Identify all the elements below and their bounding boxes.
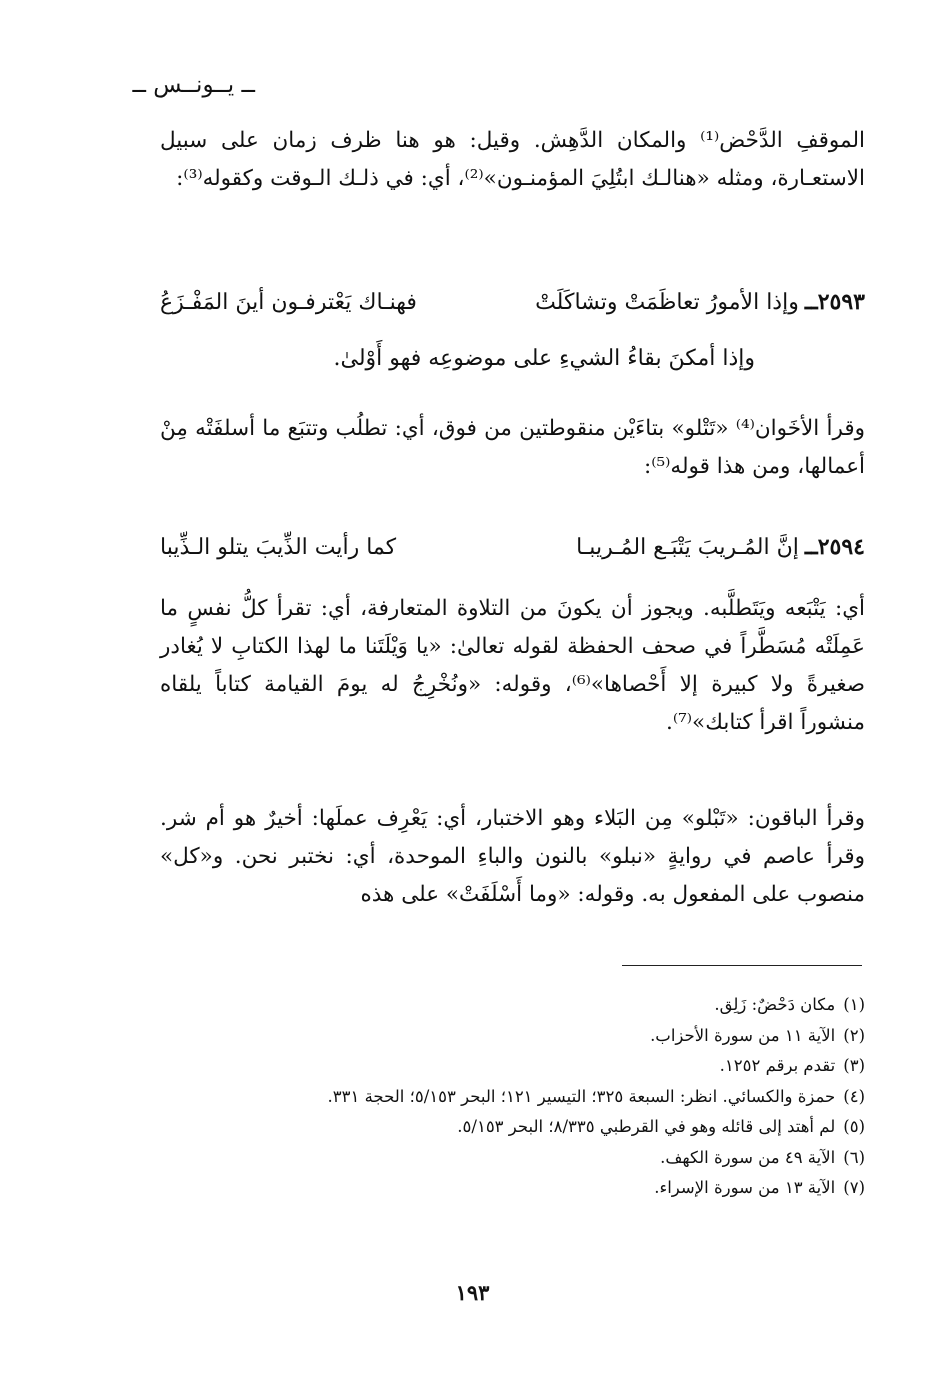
verse-2594 bbox=[160, 527, 865, 568]
line-after-verse: وإذا أمكنَ بقاءُ الشيءِ على موضوعِه فهو أَوْلىٰ. bbox=[333, 346, 755, 371]
verse-number: ٢٥٩٣ــ bbox=[804, 289, 865, 315]
paragraph-3: أي: يَتْبَعه ويَتَطلَّبه. ويجوز أن يكونَ من التلاوة المتعارفة، أي: تقرأ كلُّ نفسٍ ما عَمِلَتْه مُسَطَّراً في صحف الحفظة لقوله تعالىٰ: «يا وَيْلَتَنا ما لهذا الكتابِ لا يُغادر صغيرةً ولا كبيرة إلا أَحْصاها»⁽⁶⁾، وقوله: «ونُخْرِجُ له يومَ القيامة كتاباً يلقاه منشوراً اقرأ كتابك»⁽⁷⁾. bbox=[160, 596, 865, 735]
footnote-3: (٣)تقدم برقم ١٢٥٢. bbox=[719, 1056, 865, 1075]
footnote-7: (٧)الآية ١٣ من سورة الإسراء. bbox=[654, 1178, 865, 1197]
verse-2593-line-1 bbox=[160, 282, 865, 323]
verse-number: ٢٥٩٤ــ bbox=[804, 534, 865, 560]
verse-2594-line bbox=[160, 527, 865, 568]
footnote-5: (٥)لم أهتد إلى قائله وهو في القرطبي ٨/٣٣٥؛ البحر ٥/١٥٣. bbox=[457, 1117, 865, 1136]
paragraph-1: الموقفِ الدَّحْض⁽¹⁾ والمكان الدَّهِش. وقيل: هو هنا ظرف زمان على سبيل الاستعـارة، ومثله «هنالـك ابتُلِيَ المؤمنـون»⁽²⁾، أي: في ذلـك الـوقت وكقوله⁽³⁾: bbox=[160, 128, 865, 191]
footnote-6: (٦)الآية ٤٩ من سورة الكهف. bbox=[660, 1147, 865, 1167]
verse-hemistich-2: كما رأيت الذِّيبَ يتلو الـذِّيبا bbox=[160, 535, 397, 560]
footnote-separator bbox=[622, 965, 862, 966]
paragraph-4: وقرأ الباقون: «تَبْلو» مِن البَلاء وهو الاختبار، أي: يَعْرِف عملَها: أخيرٌ هو أم شر. وقرأ عاصم في روايةٍ «نبلو» بالنون والباءِ الموحدة، أي: نختبر نحن. و«كل» منصوب على المفعول به. وقوله: «وما أَسْلَفَتْ» على هذه bbox=[160, 806, 865, 907]
verse-hemistich-1: وإذا الأمورُ تعاظَمَتْ وتشاكَلَتْ bbox=[535, 290, 799, 315]
running-header: ــ يــونــس ــ bbox=[132, 72, 255, 98]
paragraph-2: وقرأ الأخَوان⁽⁴⁾ «تَتْلو» بتاءَيْن منقوطتين من فوق، أي: تطلُب وتتبَع ما أسلفَتْه مِنْ أعمالها، ومن هذا قوله⁽⁵⁾: bbox=[160, 416, 865, 479]
footnote-2: (٢)الآية ١١ من سورة الأحزاب. bbox=[650, 1025, 865, 1045]
verse-hemistich-1: إنَّ المُـريبَ يَتْبَـع المُـريبـا bbox=[576, 535, 799, 560]
verse-hemistich-2: فهنـاك يَعْترفـون أينَ المَفْـزَعُ bbox=[160, 290, 417, 315]
footnote-4: (٤)حمزة والكسائي. انظر: السبعة ٣٢٥؛ التيسير ١٢١؛ البحر ٥/١٥٣؛ الحجة ٣٣١. bbox=[327, 1086, 865, 1106]
page-number: ١٩٣ bbox=[455, 1280, 490, 1305]
footnote-1: (١)مكان دَحْضٌ: زَلِق. bbox=[714, 995, 865, 1014]
footnotes bbox=[160, 990, 865, 1204]
verse-2593 bbox=[160, 282, 865, 379]
